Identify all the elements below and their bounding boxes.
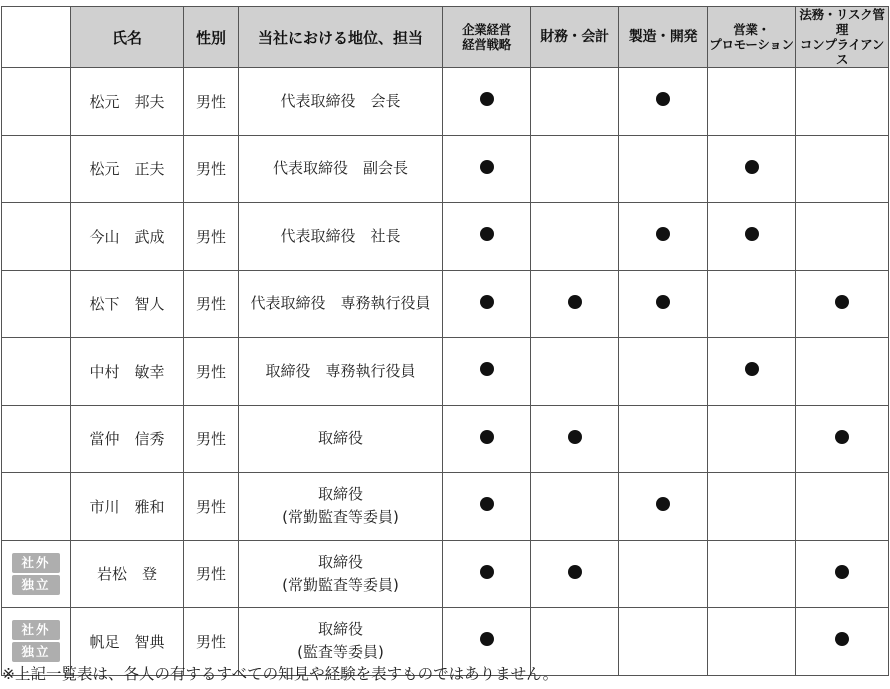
role-line: 代表取締役 会長 (280, 91, 401, 110)
role-line: (常勤監査等委員) (282, 575, 399, 594)
skill-cell (708, 540, 796, 608)
skill-marker-dot (656, 295, 670, 309)
skill-cell (619, 203, 708, 271)
badge-cell (2, 540, 71, 608)
header-skill-line: プロモーション (709, 37, 794, 52)
director-name: 市川 雅和 (71, 473, 184, 541)
role-line: 代表取締役 副会長 (272, 159, 408, 178)
director-gender: 男性 (184, 608, 239, 676)
skill-cell (708, 270, 796, 338)
skill-cell (796, 203, 889, 271)
director-type-badge: 独立 (12, 575, 60, 595)
skill-marker-dot (745, 160, 759, 174)
skill-cell (708, 608, 796, 676)
skill-cell (443, 68, 531, 136)
role-line: 取締役 (317, 552, 363, 571)
header-gender: 性別 (184, 7, 239, 68)
header-skill (796, 7, 889, 68)
director-gender: 男性 (184, 473, 239, 541)
director-role (239, 203, 443, 271)
role-line: 取締役 (317, 485, 363, 504)
table-row (2, 203, 889, 271)
skill-marker-dot (656, 92, 670, 106)
role-line: 代表取締役 専務執行役員 (250, 294, 431, 313)
skill-marker-dot (480, 632, 494, 646)
director-gender: 男性 (184, 135, 239, 203)
table-row (2, 338, 889, 406)
director-type-badge: 社外 (12, 620, 60, 640)
badge-cell (2, 68, 71, 136)
skill-cell (619, 135, 708, 203)
header-skill-line: 財務・会計 (540, 28, 609, 45)
director-gender: 男性 (184, 270, 239, 338)
header-skill (619, 7, 708, 68)
role-line: (監査等委員) (297, 643, 384, 662)
skill-cell (708, 405, 796, 473)
badge-cell (2, 135, 71, 203)
skill-marker-dot (568, 565, 582, 579)
skill-cell (531, 540, 619, 608)
skill-cell (531, 203, 619, 271)
header-skill (443, 7, 531, 68)
director-gender: 男性 (184, 203, 239, 271)
skill-cell (443, 540, 531, 608)
skill-marker-dot (480, 362, 494, 376)
director-name: 松下 智人 (71, 270, 184, 338)
skill-cell (796, 608, 889, 676)
skill-marker-dot (745, 227, 759, 241)
table-row (2, 68, 889, 136)
director-type-badge: 独立 (12, 642, 60, 662)
skill-cell (619, 608, 708, 676)
skill-marker-dot (656, 227, 670, 241)
skill-cell (796, 473, 889, 541)
skill-cell (531, 68, 619, 136)
skill-cell (619, 338, 708, 406)
skill-cell (796, 135, 889, 203)
skill-cell (443, 405, 531, 473)
header-row (2, 7, 889, 68)
director-role (239, 405, 443, 473)
header-skill-line: 法務・リスク管理 (799, 7, 885, 37)
badge-cell (2, 270, 71, 338)
role-line: 取締役 (317, 620, 363, 639)
skill-marker-dot (480, 295, 494, 309)
director-name: 中村 敏幸 (71, 338, 184, 406)
skill-marker-dot (835, 632, 849, 646)
skill-cell (708, 338, 796, 406)
skill-cell (443, 473, 531, 541)
skill-marker-dot (480, 92, 494, 106)
skill-marker-dot (480, 497, 494, 511)
skill-cell (531, 473, 619, 541)
director-role (239, 270, 443, 338)
skill-cell (531, 135, 619, 203)
director-role (239, 540, 443, 608)
footnote: ※上記一覧表は、各人の有するすべての知見や経験を表すものではありません。 (2, 665, 559, 683)
director-gender: 男性 (184, 405, 239, 473)
table-row (2, 405, 889, 473)
skill-cell (708, 473, 796, 541)
skill-marker-dot (480, 160, 494, 174)
director-gender: 男性 (184, 540, 239, 608)
director-name: 松元 正夫 (71, 135, 184, 203)
header-role: 当社における地位、担当 (239, 7, 443, 68)
table-row (2, 540, 889, 608)
director-role (239, 135, 443, 203)
skill-marker-dot (480, 430, 494, 444)
skill-cell (708, 68, 796, 136)
badge-cell (2, 338, 71, 406)
skill-cell (796, 405, 889, 473)
role-line: 代表取締役 社長 (280, 226, 401, 245)
director-name: 當仲 信秀 (71, 405, 184, 473)
skill-cell (531, 405, 619, 473)
director-role (239, 338, 443, 406)
skill-marker-dot (480, 227, 494, 241)
skill-cell (531, 338, 619, 406)
role-line: (常勤監査等委員) (282, 508, 399, 527)
director-name: 帆足 智典 (71, 608, 184, 676)
skills-matrix-table (1, 6, 889, 676)
header-skill-line: 営業・ (733, 22, 770, 37)
skill-cell (708, 135, 796, 203)
skill-cell (443, 270, 531, 338)
skill-marker-dot (835, 565, 849, 579)
header-skill (531, 7, 619, 68)
skill-cell (796, 270, 889, 338)
director-name: 岩松 登 (71, 540, 184, 608)
skill-marker-dot (835, 430, 849, 444)
skill-cell (708, 203, 796, 271)
skill-cell (796, 540, 889, 608)
header-skill-line: 経営戦略 (462, 37, 511, 52)
header-skill-line: 企業経営 (462, 22, 511, 37)
badge-cell (2, 405, 71, 473)
skill-cell (796, 68, 889, 136)
role-line: 取締役 専務執行役員 (265, 361, 416, 380)
table-row (2, 270, 889, 338)
skill-cell (619, 270, 708, 338)
director-gender: 男性 (184, 338, 239, 406)
director-name: 今山 武成 (71, 203, 184, 271)
skill-cell (531, 270, 619, 338)
skill-marker-dot (835, 295, 849, 309)
skill-cell (443, 338, 531, 406)
skill-cell (443, 135, 531, 203)
skill-marker-dot (745, 362, 759, 376)
header-badge-cell (2, 7, 71, 68)
director-name: 松元 邦夫 (71, 68, 184, 136)
header-skill (708, 7, 796, 68)
header-skill-line: 製造・開発 (628, 28, 698, 45)
badge-cell (2, 203, 71, 271)
skill-cell (619, 68, 708, 136)
director-type-badge: 社外 (12, 553, 60, 573)
skill-cell (443, 203, 531, 271)
director-role (239, 68, 443, 136)
skill-cell (796, 338, 889, 406)
badge-cell (2, 473, 71, 541)
header-name: 氏名 (71, 7, 184, 68)
table-row (2, 135, 889, 203)
skill-marker-dot (656, 497, 670, 511)
skill-cell (619, 473, 708, 541)
director-gender: 男性 (184, 68, 239, 136)
director-role (239, 473, 443, 541)
role-line: 取締役 (317, 429, 363, 448)
skill-marker-dot (568, 430, 582, 444)
table-row (2, 473, 889, 541)
skill-cell (619, 405, 708, 473)
skill-cell (619, 540, 708, 608)
skill-marker-dot (480, 565, 494, 579)
header-skill-line: コンプライアンス (799, 37, 885, 67)
skill-marker-dot (568, 295, 582, 309)
